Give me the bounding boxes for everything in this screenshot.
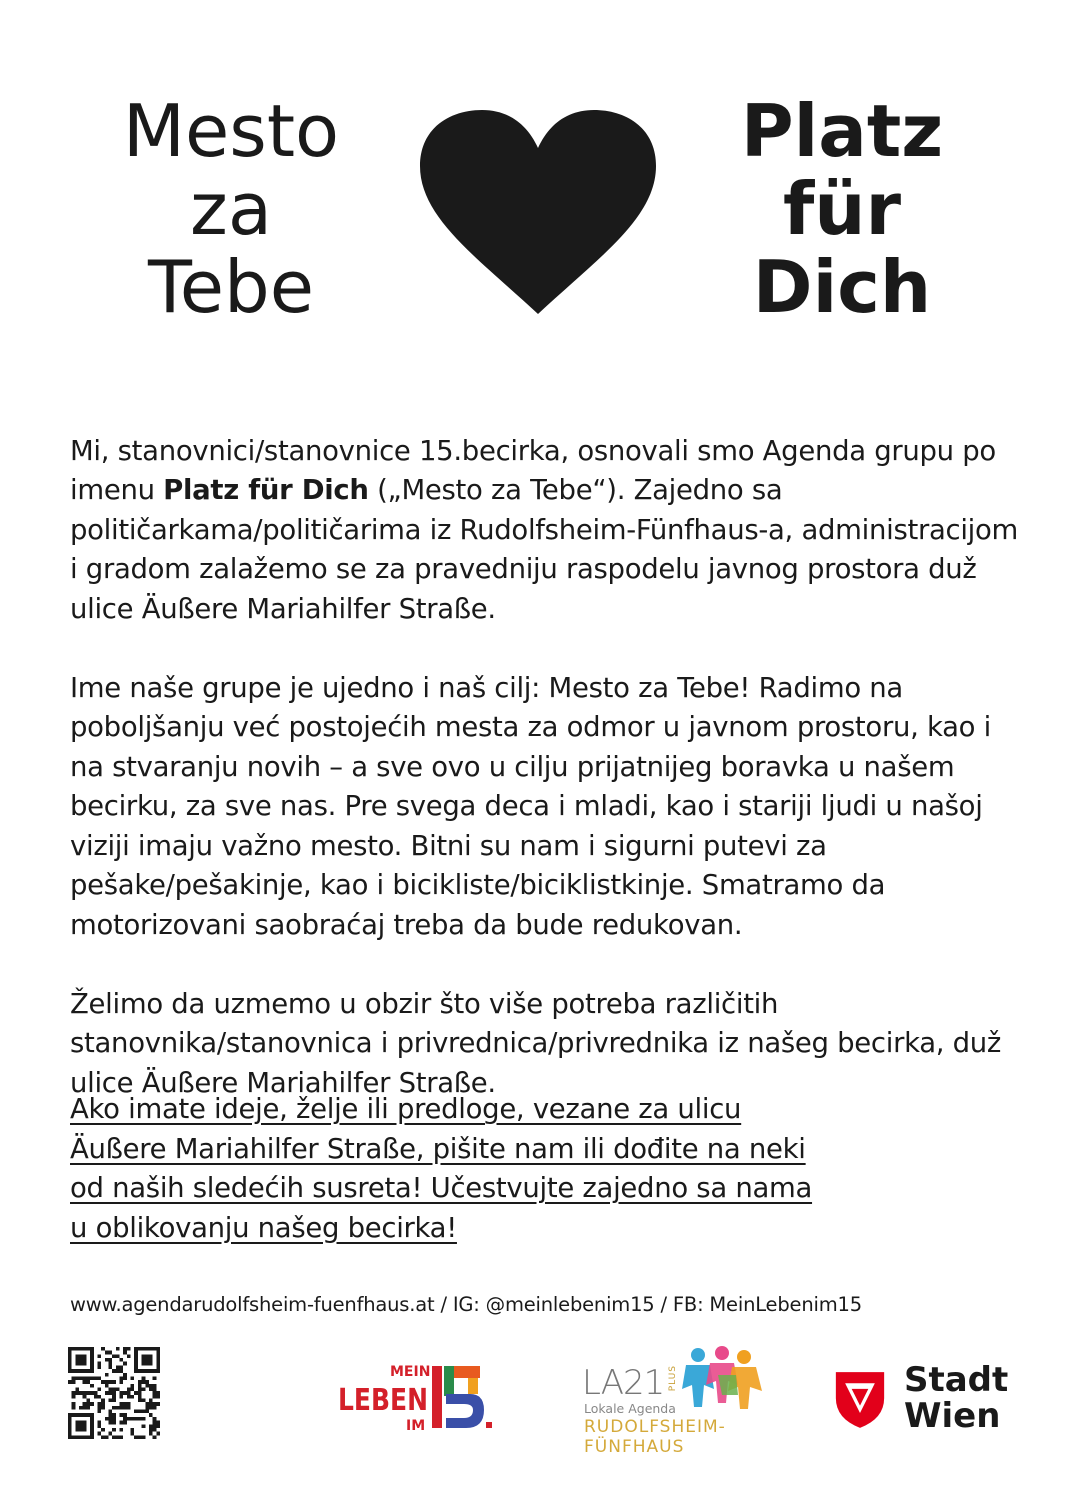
paragraph-needs: Želimo da uzmemo u obzir što više potreba različitih stanovnika/stanovnica i privrednica/privrednika iz našeg becirka, duž ulice Äußere Mariahilfer Straße.	[70, 987, 1002, 1099]
la21-district-line: RUDOLFSHEIM-	[584, 1417, 726, 1437]
title-right-line: Dich	[752, 245, 932, 329]
wien-wordmark	[904, 1362, 1008, 1434]
title-left	[100, 89, 362, 329]
la21-subtitle: Lokale Agenda	[584, 1401, 676, 1416]
wien-shield-icon	[834, 1370, 886, 1430]
stadt-wien-logo	[834, 1360, 1009, 1436]
qr-code-icon[interactable]	[68, 1347, 160, 1439]
la21-logo	[582, 1345, 762, 1457]
cta-line: Ako imate ideje, želje ili predloge, vezane za ulicu	[70, 1093, 742, 1125]
wien-line: Stadt	[904, 1360, 1009, 1400]
la21-district-line: FÜNFHAUS	[584, 1437, 685, 1457]
paragraph-text: („Mesto za Tebe“). Zajedno sa političarkama/političarima iz Rudolfsheim-Fünfhaus-a, administracijom i gradom zalažemo se za pravedniju raspodelu javnog prostora duž ulice Äußere Mariahilfer Straße.	[70, 474, 1019, 625]
logo-mein: MEIN	[390, 1364, 431, 1380]
cta-line: Äußere Mariahilfer Straße, pišite nam ili dođite na neki	[70, 1132, 806, 1165]
la21-plus: PLUS	[668, 1365, 678, 1392]
body-text	[70, 392, 1020, 1143]
paragraph-goal: Ime naše grupe je ujedno i naš cilj: Mesto za Tebe! Radimo na poboljšanju već postojećih mesta za odmor u javnom prostoru, kao i na stvaranju novih – a sve ovo u cilju prijatnijeg boravka u našem becirku, za sve nas. Pre svega deca i mladi, kao i stariji ljudi u našoj viziji imaju važno mesto. Bitni su nam i sigurni putevi za pešake/pešakinje, kao i bicikliste/biciklistkinje. Smatramo da motorizovani saobraćaj treba da bude redukovan.	[70, 671, 991, 941]
title-right-line: Platz	[740, 89, 944, 173]
people-figures-icon	[678, 1345, 764, 1411]
title-right	[722, 89, 962, 329]
title-left-line: Tebe	[147, 245, 315, 329]
heart-icon	[418, 108, 658, 318]
footer-links[interactable]: www.agendarudolfsheim-fuenfhaus.at / IG: @meinlebenim15 / FB: MeinLebenim15	[70, 1293, 862, 1316]
cta-line: od naših sledećih susreta! Učestvujte zajedno sa nama	[70, 1172, 813, 1204]
logo-im: IM	[406, 1418, 426, 1434]
paragraph-text: Mi, stanovnici/stanovnice 15.becirka, osnovali smo Agenda grupu po imenu	[70, 434, 996, 506]
paragraph-intro	[70, 432, 1020, 630]
cta-line: u oblikovanju našeg becirka!	[70, 1211, 457, 1244]
logo-leben: LEBEN	[338, 1383, 428, 1418]
title-left-line: Mesto	[122, 89, 340, 173]
call-to-action	[70, 1090, 1020, 1248]
wien-line: Wien	[904, 1396, 1001, 1436]
title-left-line: za	[190, 167, 272, 251]
la21-wordmark: LA21	[582, 1363, 665, 1403]
title-right-line: für	[782, 167, 902, 251]
mein-leben-im-15-logo	[336, 1360, 498, 1436]
group-name: Platz für Dich	[163, 474, 369, 506]
